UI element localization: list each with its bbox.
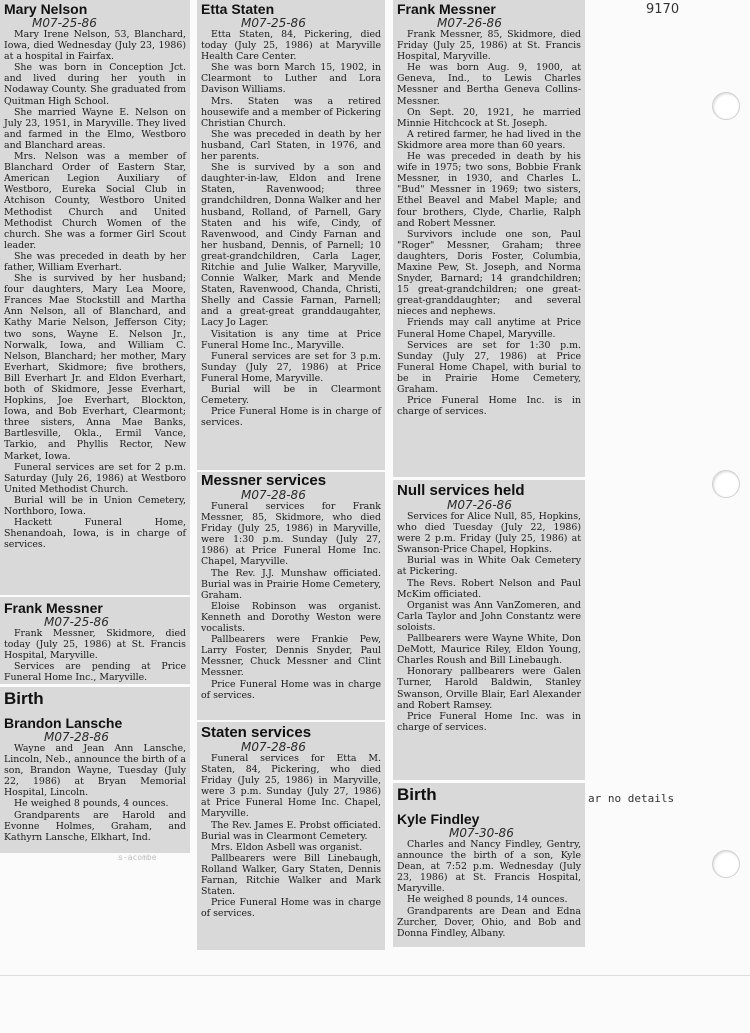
- paragraph: Hackett Funeral Home, Shenandoah, Iowa, is in charge of services.: [4, 517, 186, 551]
- stray-fragment: s-acombe: [118, 853, 157, 862]
- paragraph: He was born Aug. 9, 1900, at Geneva, Ind., to Lewis Charles Messner and Bertha Geneva Collins-Messner.: [397, 62, 581, 107]
- clipping-messner-services: [197, 472, 385, 720]
- paragraph: On Sept. 20, 1921, he married Minnie Hitchcock at St. Joseph.: [397, 106, 581, 129]
- article-body: [201, 29, 381, 428]
- paragraph: Etta Staten, 84, Pickering, died today (July 25, 1986) at Maryville Health Care Center.: [201, 29, 381, 63]
- paragraph: She was preceded in death by her father, William Everhart.: [4, 250, 186, 273]
- handwritten-date: M07-26-86: [447, 498, 512, 512]
- page-number: 9170: [646, 2, 680, 17]
- handwritten-date: M07-30-86: [449, 826, 514, 840]
- paragraph: Burial will be in Clearmont Cemetery.: [201, 384, 381, 407]
- paragraph: Frank Messner, Skidmore, died today (July 25, 1986) at St. Francis Hospital, Maryville.: [4, 628, 186, 662]
- paragraph: Organist was Ann VanZomeren, and Carla Taylor and John Constantz were soloists.: [397, 599, 581, 633]
- paragraph: He weighed 8 pounds, 4 ounces.: [14, 798, 169, 810]
- clipping-staten-services: [197, 722, 385, 950]
- margin-note: ar no details: [588, 792, 675, 805]
- clipping-etta-staten: [197, 0, 385, 470]
- paragraph: Price Funeral Home was in charge of services.: [201, 897, 381, 920]
- paragraph: She was born in Conception Jct. and lived during her youth in Nodaway County. She graduated from Quitman High School.: [4, 62, 186, 107]
- paragraph: Funeral services for Etta M. Staten, 84, Pickering, who died Friday (July 25, 1986) in Maryville, were 3 p.m. Sunday (July 27, 1986) at Price Funeral Home Inc. Chapel, Maryville.: [201, 753, 381, 820]
- paragraph: Services are set for 1:30 p.m. Sunday (July 27, 1986) at Price Funeral Home Chapel, with burial to be in Prairie Home Cemetery, Graham.: [397, 339, 581, 395]
- paragraph: Services are pending at Price Funeral Home Inc., Maryville.: [4, 661, 186, 684]
- paragraph: Friends may call anytime at Price Funeral Home Chapel, Maryville.: [397, 317, 581, 340]
- paragraph: Mrs. Eldon Asbell was organist.: [211, 841, 363, 853]
- clipping-frank-messner-long: [393, 0, 585, 477]
- article-body: [397, 511, 581, 733]
- headline: Kyle Findley: [397, 811, 480, 827]
- paragraph: Price Funeral Home Inc. was in charge of services.: [397, 710, 581, 733]
- paragraph: Burial was in White Oak Cemetery at Pickering.: [397, 555, 581, 578]
- clipping-mary-nelson: [0, 0, 190, 595]
- paragraph: A retired farmer, he had lived in the Skidmore area more than 60 years.: [397, 128, 581, 151]
- paragraph: She is survived by a son and daughter-in-law, Eldon and Irene Staten, Ravenwood; three grandchildren, Donna Walker and her husband, Rolland, of Parnell, Gary Staten and his wife, Cindy, of Ravenwood, and Cindy Farnan and her husband, Dennis, of Parnell; 10 great-grandchildren, Carla Lager, Ritchie and Julie Walker, Maryville, Connie Walker, Mark and Mende Staten, Ravenwood, Chanda, Christi, Shelly and Cassie Farnan, Parnell; and a great-great granddaugahter, Lacy Jo Lager.: [201, 162, 382, 329]
- paragraph: Visitation is any time at Price Funeral Home Inc., Maryville.: [201, 328, 381, 351]
- paragraph: She married Wayne E. Nelson on July 23, 1951, in Maryville. They lived and farmed in the Elmo, Westboro and Blanchard areas.: [4, 106, 186, 151]
- article-body: [201, 501, 381, 701]
- page-bottom-edge: [0, 975, 750, 976]
- paragraph: She was preceded in death by her husband, Carl Staten, in 1976, and her parents.: [201, 128, 381, 163]
- paragraph: Honorary pallbearers were Galen Turner, Harold Baldwin, Stanley Swanson, Orville Blair, Earl Alexander and Robert Ramsey.: [397, 666, 581, 711]
- handwritten-date: M07-25-86: [32, 16, 97, 30]
- handwritten-date: M07-28-86: [241, 488, 306, 502]
- birth-banner: Birth: [397, 785, 437, 804]
- handwritten-date: M07-25-86: [241, 16, 306, 30]
- paragraph: Charles and Nancy Findley, Gentry, announce the birth of a son, Kyle Dean, at 7:52 p.m. Wednesday (July 23, 1986) at St. Francis Hospital, Maryville.: [397, 839, 581, 895]
- handwritten-date: M07-25-86: [44, 615, 109, 629]
- paragraph: Pallbearers were Bill Linebaugh, Rolland Walker, Gary Staten, Dennis Farnan, Ritchie Walker and Mark Staten.: [201, 852, 381, 898]
- paragraph: Price Funeral Home Inc. is in charge of services.: [397, 395, 581, 418]
- paragraph: Eloise Robinson was organist. Kenneth and Dorothy Weston were vocalists.: [201, 600, 381, 635]
- article-body: [4, 628, 186, 683]
- clipping-frank-messner-short: [0, 597, 190, 684]
- paragraph: He was preceded in death by his wife in 1975; two sons, Bobbie Frank Messner, in 1930, and Charles L. "Bud" Messner in 1969; two sisters, Ethel Beavel and Mabel Maple; and four brothers, Clyde, Charlie, Ralph and Robert Messner.: [397, 151, 581, 229]
- paragraph: Funeral services for Frank Messner, 85, Skidmore, who died Friday (July 25, 1986) in Maryville, were 1:30 p.m. Sunday (July 27, 1986) at Price Funeral Home Inc. Chapel, Maryville.: [201, 501, 381, 568]
- paragraph: Pallbearers were Wayne White, Don DeMott, Maurice Riley, Eldon Young, Charles Roush and Bill Linebaugh.: [397, 633, 581, 667]
- paragraph: Pallbearers were Frankie Pew, Larry Foster, Dennis Snyder, Paul Messner, Chuck Messner and Clint Messner.: [201, 634, 381, 679]
- clipping-birth-findley: [393, 783, 585, 947]
- article-body: [4, 29, 186, 550]
- handwritten-date: M07-28-86: [44, 730, 109, 744]
- binder-hole-middle: [712, 470, 740, 498]
- headline: Brandon Lansche: [4, 715, 123, 731]
- article-body: [397, 839, 581, 939]
- paragraph: Services for Alice Null, 85, Hopkins, who died Tuesday (July 22, 1986) were 2 p.m. Friday (July 25, 1986) at Swanson-Price Chapel, Hopkins.: [397, 511, 581, 556]
- paragraph: Survivors include one son, Paul "Roger" Messner, Graham; three daughters, Doris Foster, Columbia, Maxine Pew, St. Joseph, and Norma Snyder, Barnard; 14 grandchildren; 15 great-grandchildren; one great-great-granddaughter; and several nieces and nephews.: [397, 228, 581, 318]
- paragraph: The Revs. Robert Nelson and Paul McKim officiated.: [397, 577, 581, 600]
- paragraph: The Rev. J.J. Munshaw officiated. Burial was in Prairie Home Cemetery, Graham.: [201, 567, 382, 601]
- paragraph: Wayne and Jean Ann Lansche, Lincoln, Neb., announce the birth of a son, Brandon Wayne, Tuesday (July 22, 1986) at Bryan Memorial Hospital, Lincoln.: [4, 743, 186, 799]
- paragraph: Mary Irene Nelson, 53, Blanchard, Iowa, died Wednesday (July 23, 1986) at a hospital in Fairfax.: [4, 29, 186, 63]
- headline: Mary Nelson: [4, 1, 88, 17]
- paragraph: He weighed 8 pounds, 14 ounces.: [407, 894, 568, 906]
- binder-hole-top: [712, 92, 740, 120]
- paragraph: Grandparents are Dean and Edna Zurcher, Dover, Ohio, and Bob and Donna Findley, Albany.: [397, 905, 581, 939]
- paragraph: Burial will be in Union Cemetery, Northboro, Iowa.: [4, 494, 186, 518]
- headline: Null services held: [397, 482, 525, 499]
- paragraph: She was born March 15, 1902, in Clearmont to Luther and Lora Davison Williams.: [201, 62, 381, 96]
- headline: Messner services: [201, 472, 327, 489]
- binder-hole-bottom: [712, 850, 740, 878]
- clipping-null-services: [393, 480, 585, 780]
- paragraph: Frank Messner, 85, Skidmore, died Friday (July 25, 1986) at St. Francis Hospital, Maryville.: [397, 29, 581, 63]
- birth-banner: Birth: [4, 689, 44, 708]
- headline: Etta Staten: [201, 1, 275, 17]
- paragraph: Funeral services are set for 3 p.m. Sunday (July 27, 1986) at Price Funeral Home, Maryville.: [201, 350, 381, 384]
- paragraph: Price Funeral Home is in charge of services.: [201, 406, 381, 429]
- article-body: [4, 743, 186, 843]
- handwritten-date: M07-26-86: [437, 16, 502, 30]
- article-body: [397, 29, 581, 417]
- headline: Frank Messner: [397, 1, 496, 17]
- paragraph: Mrs. Nelson was a member of Blanchard Order of Eastern Star, American Legion Auxiliary of Westboro, Eureka Social Club in Atchison County, Westboro United Methodist Church and United Methodist Church Women of the church. She was a former Girl Scout leader.: [4, 151, 186, 251]
- headline: Staten services: [201, 724, 312, 741]
- paragraph: Price Funeral Home was in charge of services.: [201, 678, 381, 701]
- paragraph: Funeral services are set for 2 p.m. Saturday (July 26, 1986) at Westboro United Methodist Church.: [4, 461, 186, 495]
- paragraph: The Rev. James E. Probst officiated. Burial was in Clearmont Cemetery.: [201, 819, 381, 842]
- headline: Frank Messner: [4, 600, 103, 616]
- paragraph: She is survived by her husband; four daughters, Mary Lea Moore, Frances Mae Stockstill and Martha Ann Nelson, all of Blanchard, and Kathy Marie Nelson, Jefferson City; two sons, Wayne E. Nelson Jr., Norwalk, Iowa, and William C. Nelson, Blanchard; her mother, Mary Everhart, Skidmore; five brothers, Bill Everhart Jr. and Eldon Everhart, both of Skidmore, Jesse Everhart, Hopkins, Joe Everhart, Blockton, Iowa, and Bob Everhart, Clearmont; three sisters, Anna Mae Banks, Bartlesville, Okla., Ermil Vance, Tarkio, and Phyllis Rector, New Market, Iowa.: [4, 273, 186, 462]
- article-body: [201, 753, 381, 919]
- paragraph: Mrs. Staten was a retired housewife and a member of Pickering Christian Church.: [201, 95, 382, 129]
- handwritten-date: M07-28-86: [241, 740, 306, 754]
- clipping-birth-lansche: [0, 687, 190, 853]
- paragraph: Grandparents are Harold and Evonne Holmes, Graham, and Kathyrn Lansche, Elkhart, Ind.: [4, 809, 186, 843]
